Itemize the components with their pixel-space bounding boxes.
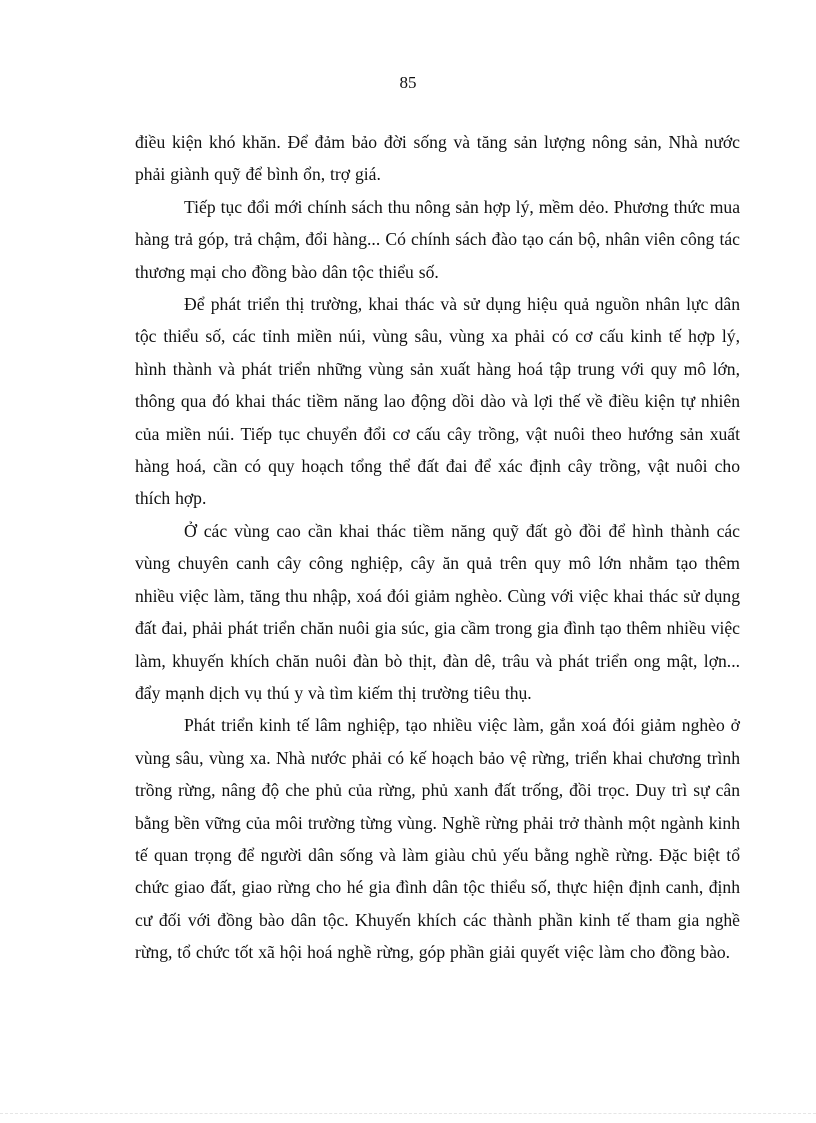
page-number: 85: [399, 73, 417, 92]
bottom-rule: [0, 1113, 816, 1114]
paragraph-forestry-economy: Phát triển kinh tế lâm nghiệp, tạo nhiều việc làm, gắn xoá đói giảm nghèo ở vùng sâu, vùng xa. Nhà nước phải có kế hoạch bảo vệ rừng, triển khai chương trình trồng rừng, nâng độ che phủ của rừng, phủ xanh đất trống, đồi trọc. Duy trì sự cân bằng bền vững của môi trường từng vùng. Nghề rừng phải trở thành một ngành kinh tế quan trọng để người dân sống và làm giàu chủ yếu bằng nghề rừng. Đặc biệt tổ chức giao đất, giao rừng cho hé gia đình dân tộc thiểu số, thực hiện định canh, định cư đối với đồng bào dân tộc. Khuyến khích các thành phần kinh tế tham gia nghề rừng, tổ chức tốt xã hội hoá nghề rừng, góp phần giải quyết việc làm cho đồng bào.: [135, 715, 740, 963]
paragraph-highland-land-use: Ở các vùng cao cần khai thác tiềm năng quỹ đất gò đồi để hình thành các vùng chuyên canh cây công nghiệp, cây ăn quả trên quy mô lớn nhằm tạo thêm nhiều việc làm, tăng thu nhập, xoá đói giảm nghèo. Cùng với việc khai thác sử dụng đất đai, phải phát triển chăn nuôi gia súc, gia cầm trong gia đình tạo thêm nhiều việc làm, khuyến khích chăn nuôi đàn bò thịt, đàn dê, trâu và phát triển ong mật, lợn... đẩy mạnh dịch vụ thú y và tìm kiếm thị trường tiêu thụ.: [135, 520, 740, 703]
paragraph-market-development: Để phát triển thị trường, khai thác và sử dụng hiệu quả nguồn nhân lực dân tộc thiểu số, các tỉnh miền núi, vùng sâu, vùng xa phải có cơ cấu kinh tế hợp lý, hình thành và phát triển những vùng sản xuất hàng hoá tập trung với quy mô lớn, thông qua đó khai thác tiềm năng lao động dồi dào và lợi thế về điều kiện tự nhiên của miền núi. Tiếp tục chuyển đổi cơ cấu cây trồng, vật nuôi theo hướng sản xuất hàng hoá, cần có quy hoạch tổng thể đất đai để xác định cây trồng, vật nuôi cho thích hợp.: [135, 294, 740, 509]
paragraph-agricultural-purchasing: Tiếp tục đổi mới chính sách thu nông sản hợp lý, mềm dẻo. Phương thức mua hàng trả góp, trả chậm, đổi hàng... Có chính sách đào tạo cán bộ, nhân viên công tác thương mại cho đồng bào dân tộc thiểu số.: [135, 196, 740, 282]
paragraph-continuation: điều kiện khó khăn. Để đảm bảo đời sống và tăng sản lượng nông sản, Nhà nước phải giành quỹ để bình ổn, trợ giá.: [135, 132, 740, 185]
body-text: [135, 126, 740, 969]
